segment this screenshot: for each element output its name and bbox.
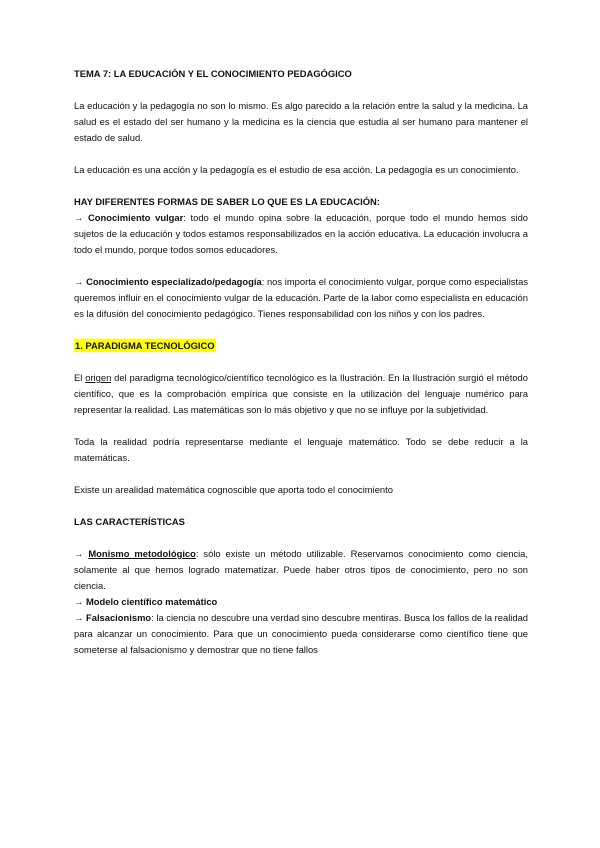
item-text: : todo el mundo opina sobre la educación, porque todo el mundo hemos sido sujetos de la educación y todos estamos responsabilizados en la acción educativa. La educación involucra a todo el mundo, porque todos somos educadores. [74, 212, 528, 255]
item-monismo [74, 546, 528, 594]
paragraph-action-study: La educación es una acción y la pedagogía es el estudio de esa acción. La pedagogía es un conocimiento. [74, 164, 519, 175]
paragraph-origen [74, 370, 528, 418]
section-heading [74, 338, 528, 354]
paragraph-education-vs-pedagogy: La educación y la pedagogía no son lo mismo. Es algo parecido a la relación entre la salud y la medicina. La salud es el estado del ser humano y la medicina es la ciencia que estudia al ser humano para mantener el estado de salud. [74, 100, 528, 143]
forms-heading: HAY DIFERENTES FORMAS DE SABER LO QUE ES LA EDUCACIÓN: [74, 196, 380, 207]
item-falsacionismo [74, 610, 528, 658]
paragraph-existe: Existe un arealidad matemática cognoscible que aporta todo el conocimiento [74, 484, 393, 495]
document-title: TEMA 7: LA EDUCACIÓN Y EL CONOCIMIENTO PEDAGÓGICO [74, 68, 352, 79]
item-label: Modelo científico matemático [85, 596, 218, 607]
item-conocimiento-vulgar [74, 210, 528, 258]
item-text: : nos importa el conocimiento vulgar, porque como especialistas queremos influir en el conocimiento vulgar de la educación. Parte de la labor como especialista en educación es la difusión del conocimiento pedagógico. Tienes responsabilidad con los niños y con los padres. [74, 276, 529, 319]
item-label: Falsacionismo [86, 612, 152, 623]
characteristics-heading: LAS CARACTERÍSTICAS [74, 516, 185, 527]
arrow-icon: → [74, 212, 84, 223]
arrow-icon: → [74, 276, 84, 287]
item-conocimiento-especializado [74, 274, 528, 322]
item-label: Monismo metodológico [88, 548, 196, 559]
item-label: Conocimiento especializado/pedagogía [86, 276, 262, 287]
underlined-word: origen [85, 372, 112, 383]
arrow-icon: → [74, 548, 84, 559]
item-modelo [74, 594, 528, 610]
item-text: : la ciencia no descubre una verdad sino descubre mentiras. Busca los fallos de la realidad para alcanzar un conocimiento. Para que un conocimiento pueda considerarse como científico tiene que someterse al falsacionismo y demostrar que no tiene fallos [74, 612, 529, 655]
paragraph-realidad: Toda la realidad podría representarse mediante el lenguaje matemático. Todo se debe reducir a la matemáticas. [74, 436, 528, 463]
text-span: del paradigma tecnológico/científico tecnológico es la Ilustración. En la Ilustración surgió el método científico, que es la comprobación empírica que consiste en la utilización del lenguaje numérico para representar la realidad. Las matemáticas son lo más objetivo y que no se influye por la subjetividad. [74, 372, 528, 415]
arrow-icon: → [74, 612, 84, 623]
item-label: Conocimiento vulgar [88, 212, 184, 223]
section-title-highlight: 1. PARADIGMA TECNOLÓGICO [75, 340, 215, 351]
arrow-icon: → [74, 596, 84, 607]
item-text: : sólo existe un método utilizable. Reservamos conocimiento como ciencia, solamente al que hemos logrado matematizar. Puede haber otros tipos de conocimiento, pero no son ciencia. [74, 548, 528, 591]
text-span: El [74, 372, 86, 383]
